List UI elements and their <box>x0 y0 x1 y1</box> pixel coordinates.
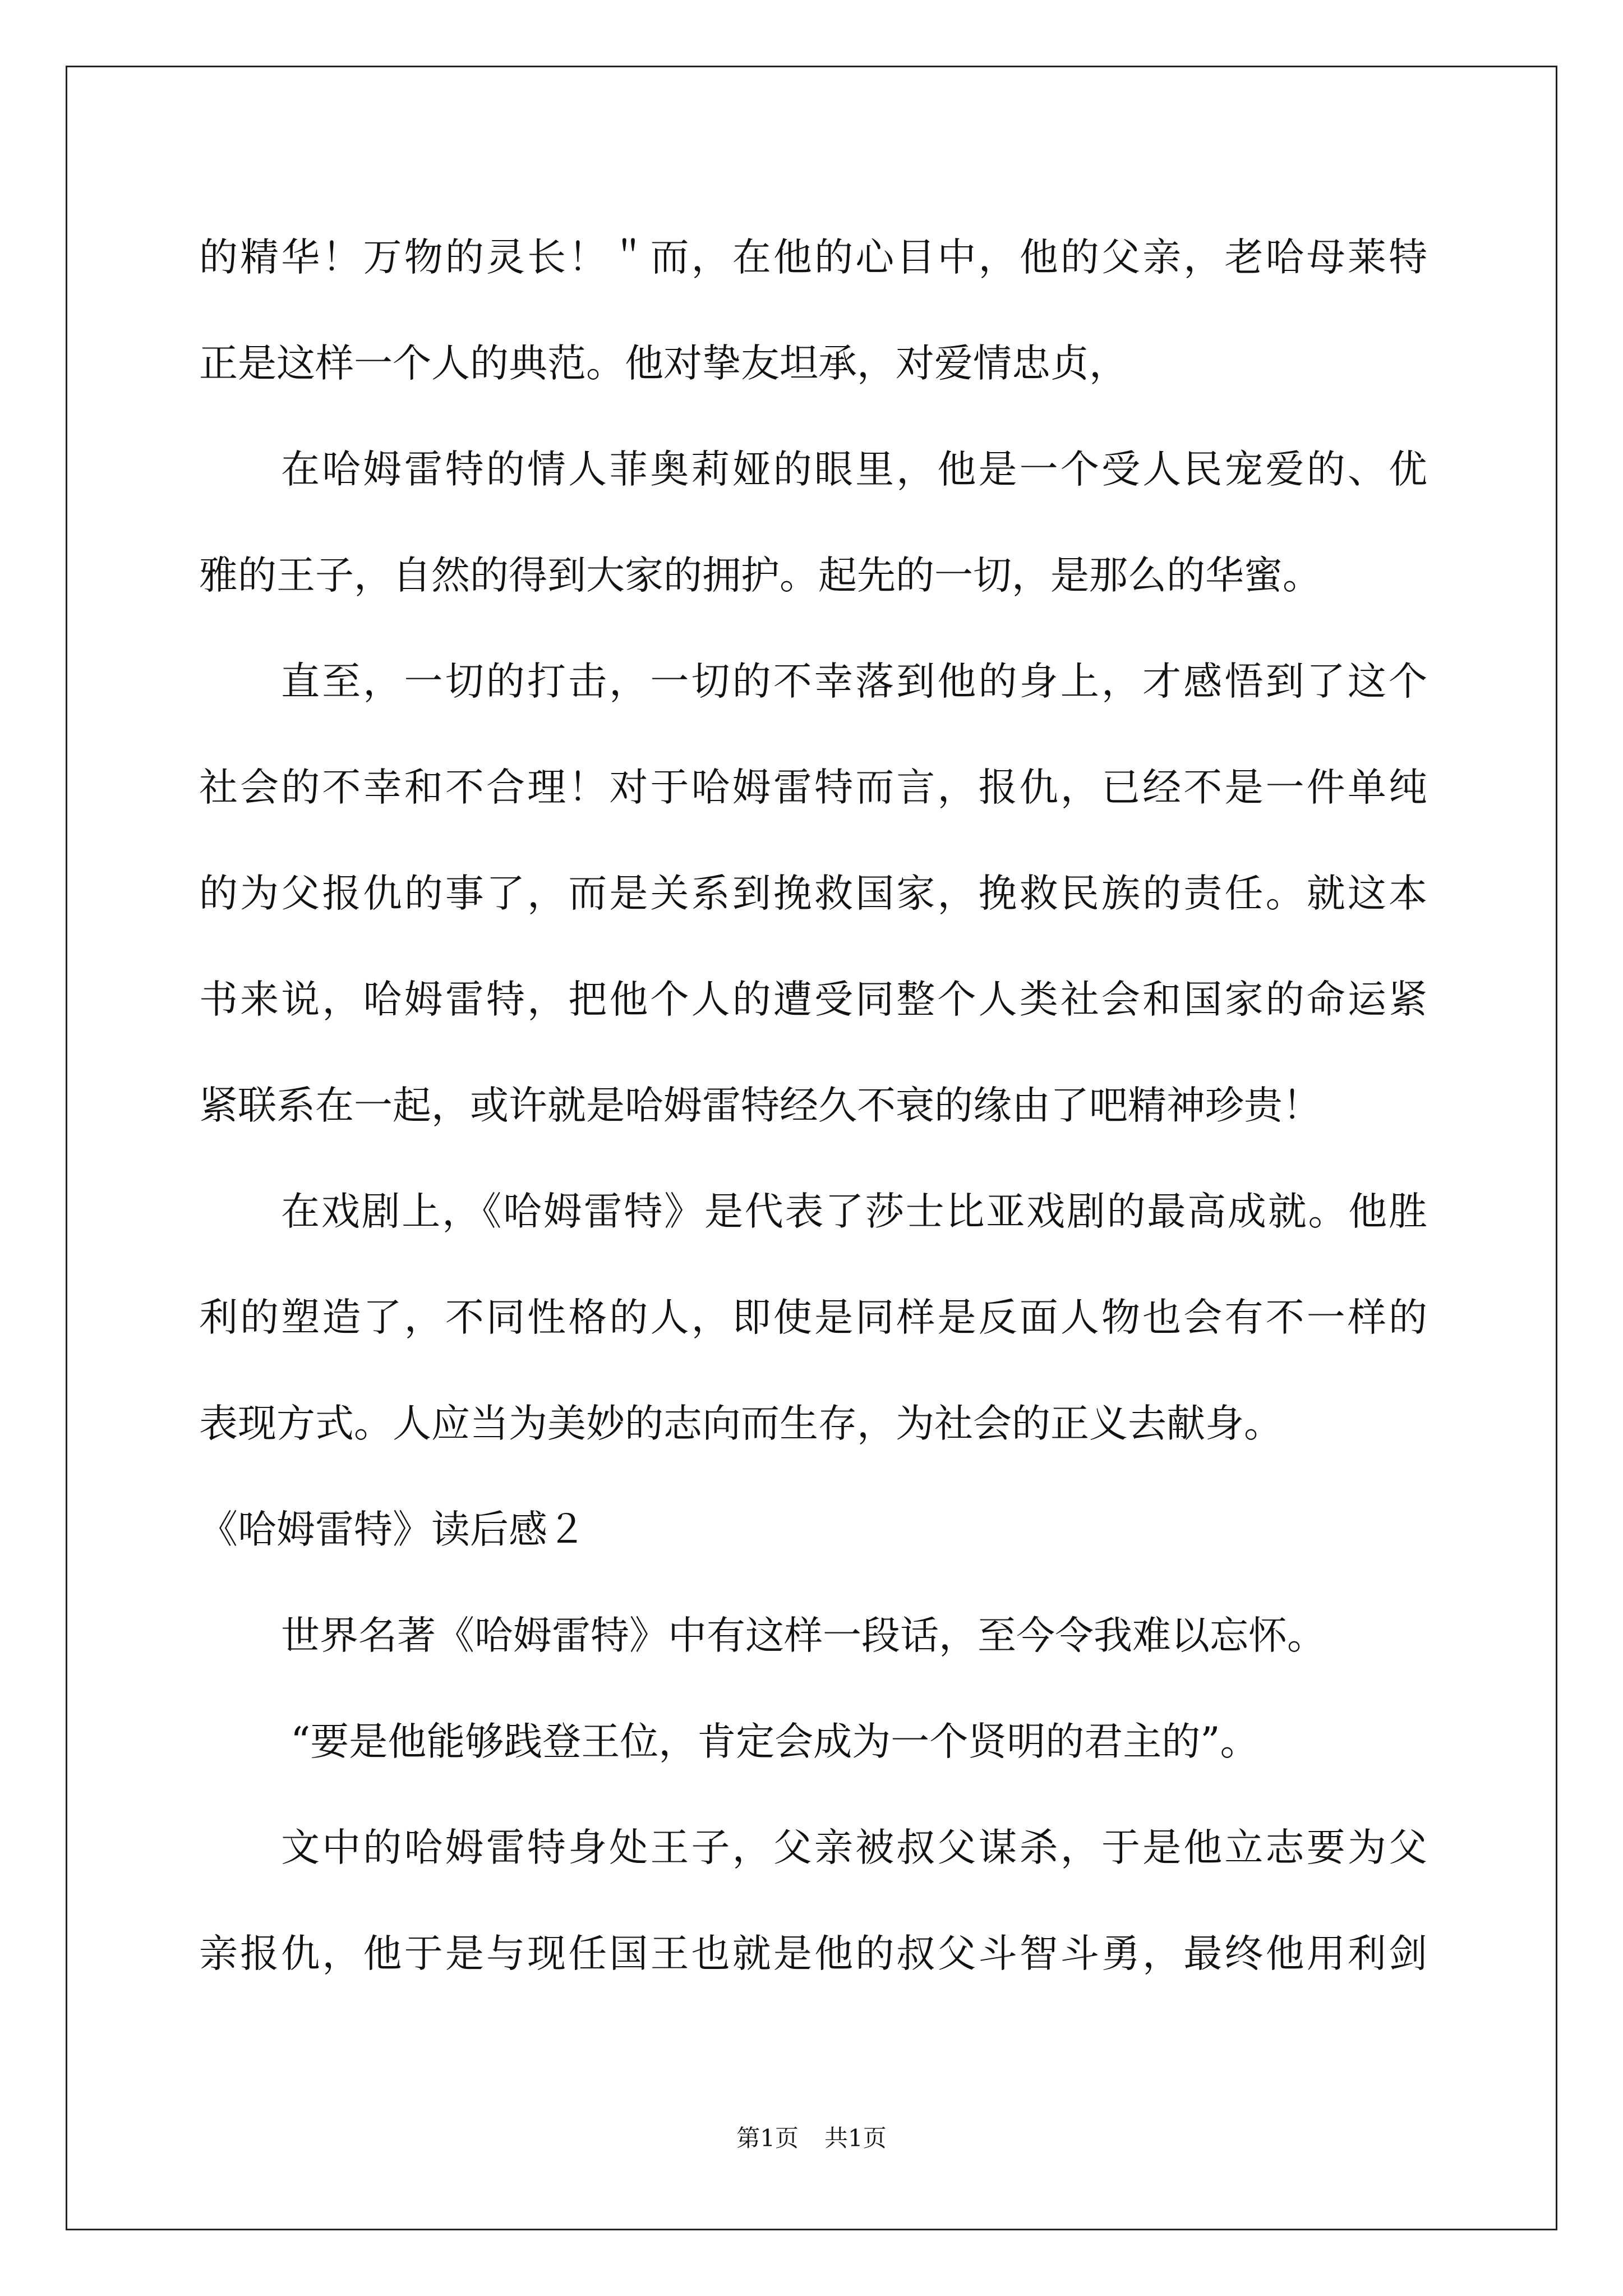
paragraph-line: 在哈姆雷特的情人菲奥莉娅的眼里，他是一个受人民宠爱的、优 <box>281 447 1427 492</box>
paragraph-line: 社会的不幸和不合理！对于哈姆雷特而言，报仇，已经不是一件单纯 <box>199 765 1427 810</box>
paragraph-line: 雅的王子，自然的得到大家的拥护。起先的一切，是那么的华蜜。 <box>199 553 1321 598</box>
paragraph-line: 书来说，哈姆雷特，把他个人的遭受同整个人类社会和国家的命运紧 <box>199 977 1427 1022</box>
paragraph-line: 文中的哈姆雷特身处王子，父亲被叔父谋杀，于是他立志要为父 <box>281 1825 1427 1870</box>
page-footer <box>0 2122 1623 2155</box>
page-number-current: 第1页 <box>736 2124 799 2152</box>
paragraph-line: 的精华！万物的灵长！＂而，在他的心目中，他的父亲，老哈母莱特 <box>199 235 1427 280</box>
document-body <box>199 205 1427 2007</box>
paragraph-line: 正是这样一个人的典范。他对挚友坦承，对爱情忠贞， <box>199 341 1128 386</box>
page-number-total: 共1页 <box>824 2124 887 2152</box>
quote-line: “要是他能够践登王位，肯定会成为一个贤明的君主的”。 <box>291 1719 1259 1764</box>
paragraph-line: 利的塑造了，不同性格的人，即使是同样是反面人物也会有不一样的 <box>199 1295 1427 1340</box>
paragraph-line: 的为父报仇的事了，而是关系到挽救国家，挽救民族的责任。就这本 <box>199 871 1427 916</box>
paragraph-line: 亲报仇，他于是与现任国王也就是他的叔父斗智斗勇，最终他用利剑 <box>199 1931 1427 1976</box>
paragraph-line: 表现方式。人应当为美妙的志向而生存，为社会的正义去献身。 <box>199 1401 1283 1446</box>
paragraph-line: 紧联系在一起，或许就是哈姆雷特经久不衰的缘由了吧精神珍贵！ <box>199 1083 1321 1128</box>
paragraph-line: 直至，一切的打击，一切的不幸落到他的身上，才感悟到了这个 <box>281 659 1427 704</box>
paragraph-line: 世界名著《哈姆雷特》中有这样一段话，至今令我难以忘怀。 <box>281 1613 1326 1658</box>
section-heading: 《哈姆雷特》读后感２ <box>199 1507 586 1552</box>
paragraph-line: 在戏剧上，《哈姆雷特》是代表了莎士比亚戏剧的最高成就。他胜 <box>281 1189 1427 1234</box>
